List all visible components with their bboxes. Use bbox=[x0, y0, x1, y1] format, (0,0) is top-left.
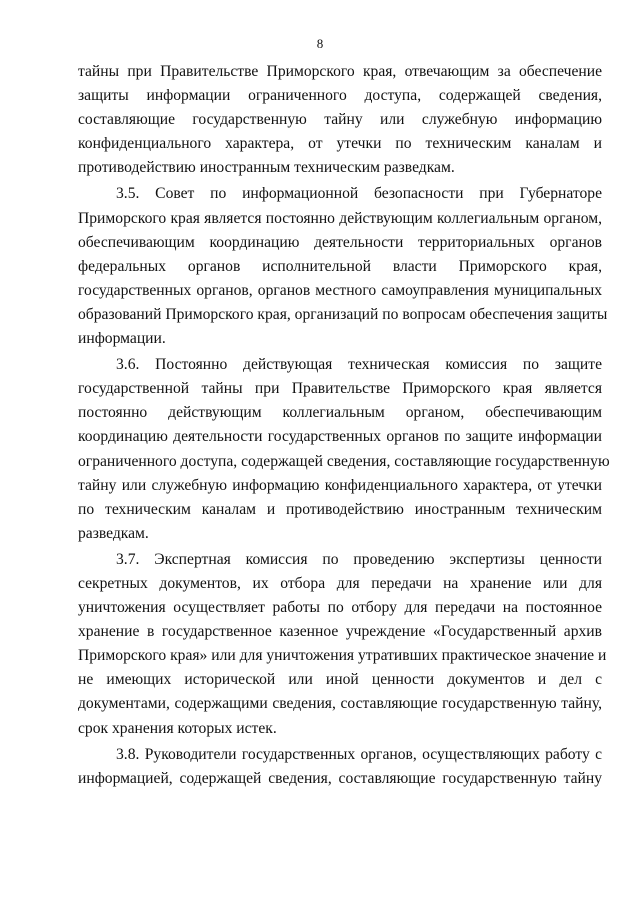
text-line: Приморского края» или для уничтожения утративших практическое значение и bbox=[78, 647, 607, 665]
text-line: государственной тайны при Правительстве Приморского края является bbox=[78, 380, 602, 398]
text-line: не имеющих исторической или иной ценности документов и дел с bbox=[78, 671, 602, 689]
text-line: государственных органов, органов местного самоуправления муниципальных bbox=[78, 281, 602, 299]
text-line: конфиденциального характера, от утечки по техническим каналам и bbox=[78, 135, 602, 153]
text-line: защиты информации ограниченного доступа, содержащей сведения, bbox=[78, 87, 602, 105]
text-line: Приморского края является постоянно действующим коллегиальным органом, bbox=[78, 209, 602, 227]
text-line: информацией, содержащей сведения, составляющие государственную тайну bbox=[78, 769, 602, 787]
text-line: хранение в государственное казенное учреждение «Государственный архив bbox=[78, 623, 602, 641]
paragraph-continuation bbox=[78, 60, 602, 180]
paragraph-3-5 bbox=[78, 182, 608, 351]
text-line: противодействию иностранным техническим разведкам. bbox=[78, 159, 455, 177]
text-line: документами, содержащими сведения, составляющие государственную тайну, bbox=[78, 695, 602, 713]
text-line: постоянно действующим коллегиальным органом, обеспечивающим bbox=[78, 404, 602, 422]
paragraph-3-7 bbox=[78, 548, 607, 741]
text-line: разведкам. bbox=[78, 524, 149, 542]
text-line: координацию деятельности государственных органов по защите информации bbox=[78, 428, 602, 446]
text-line: ограниченного доступа, содержащей сведения, составляющие государственную bbox=[78, 452, 610, 470]
text-line: 3.5. Совет по информационной безопасности при Губернаторе bbox=[116, 185, 602, 203]
text-line: информации. bbox=[78, 330, 166, 348]
text-line: составляющие государственную тайну или служебную информацию bbox=[78, 111, 602, 129]
text-line: тайны при Правительстве Приморского края, отвечающим за обеспечение bbox=[78, 63, 602, 80]
paragraph-3-8 bbox=[78, 743, 602, 791]
paragraph-3-6 bbox=[78, 353, 610, 546]
text-line: федеральных органов исполнительной власти Приморского края, bbox=[78, 257, 602, 275]
text-line: тайну или служебную информацию конфиденциального характера, от утечки bbox=[78, 476, 602, 494]
text-line: 3.6. Постоянно действующая техническая комиссия по защите bbox=[116, 356, 602, 374]
page-number: 8 bbox=[316, 36, 324, 51]
text-line: срок хранения которых истек. bbox=[78, 719, 277, 737]
text-line: секретных документов, их отбора для передачи на хранение или для bbox=[78, 574, 602, 592]
text-line: образований Приморского края, организаций по вопросам обеспечения защиты bbox=[78, 305, 608, 323]
text-line: 3.7. Экспертная комиссия по проведению экспертизы ценности bbox=[116, 550, 602, 568]
body-text bbox=[78, 60, 610, 791]
text-line: 3.8. Руководители государственных органов, осуществляющих работу с bbox=[116, 745, 602, 763]
text-line: уничтожения осуществляет работы по отбору для передачи на постоянное bbox=[78, 599, 602, 617]
text-line: обеспечивающим координацию деятельности территориальных органов bbox=[78, 233, 602, 251]
text-line: по техническим каналам и противодействию иностранным техническим bbox=[78, 500, 602, 518]
